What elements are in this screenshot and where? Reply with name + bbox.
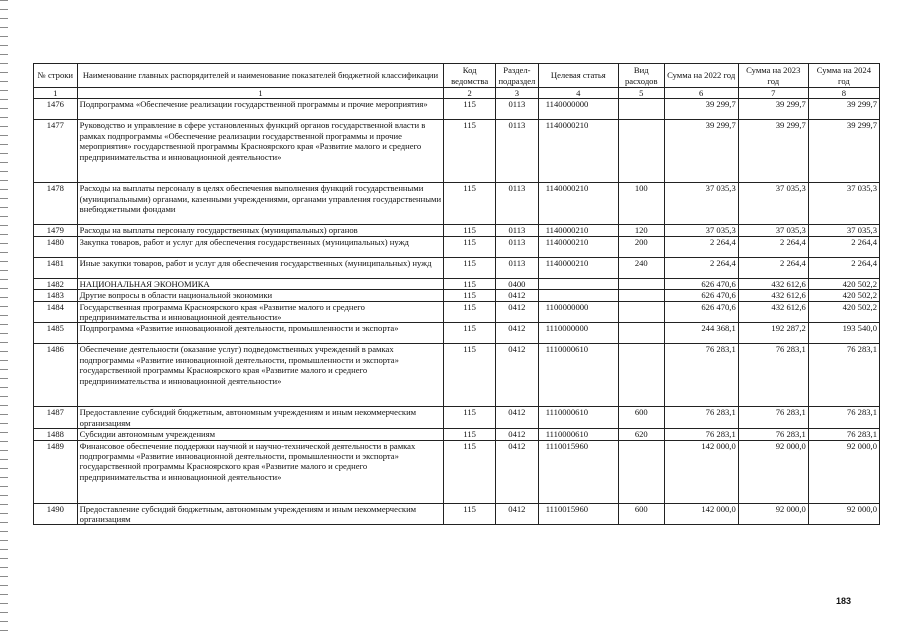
table-row bbox=[34, 301, 880, 323]
row-name: Предоставление субсидий бюджетным, автономным учреждениям и иным некоммерческим организациям bbox=[77, 503, 444, 525]
row-sum-2022: 37 035,3 bbox=[664, 225, 738, 236]
row-target: 1140000210 bbox=[538, 120, 618, 183]
row-dept-code: 115 bbox=[444, 503, 496, 525]
row-sum-2023: 432 612,6 bbox=[738, 278, 808, 289]
row-expense-type: 600 bbox=[618, 503, 664, 525]
row-sum-2022: 142 000,0 bbox=[664, 503, 738, 525]
table-row bbox=[34, 503, 880, 525]
row-dept-code: 115 bbox=[444, 429, 496, 440]
table-header-row bbox=[34, 64, 880, 88]
row-section: 0113 bbox=[496, 99, 539, 120]
table-row bbox=[34, 225, 880, 236]
header-target: Целевая статья bbox=[538, 64, 618, 88]
row-name: Подпрограмма «Развитие инновационной деятельности, промышленности и экспорта» bbox=[77, 323, 444, 344]
row-number: 1488 bbox=[34, 429, 78, 440]
row-number: 1489 bbox=[34, 440, 78, 503]
row-number: 1487 bbox=[34, 407, 78, 429]
row-expense-type bbox=[618, 120, 664, 183]
row-dept-code: 115 bbox=[444, 301, 496, 323]
row-number: 1483 bbox=[34, 290, 78, 301]
column-number: 1 bbox=[77, 88, 444, 99]
row-section: 0400 bbox=[496, 278, 539, 289]
row-name: Расходы на выплаты персоналу в целях обеспечения выполнения функций государственными (муниципальными) органами, казенными учреждениями, органами управления государственными внебюджетными фондами bbox=[77, 183, 444, 225]
row-expense-type: 620 bbox=[618, 429, 664, 440]
row-number: 1477 bbox=[34, 120, 78, 183]
header-name: Наименование главных распорядителей и наименование показателей бюджетной классификации bbox=[77, 64, 444, 88]
row-section: 0412 bbox=[496, 407, 539, 429]
table-row bbox=[34, 257, 880, 278]
table-row bbox=[34, 429, 880, 440]
row-name: Финансовое обеспечение поддержки научной и научно-технической деятельности в рамках подпрограммы «Развитие инновационной деятельности, промышленности и экспорта» государственной программы Красноярского края «Развитие малого и среднего предпринимательства и инновационной деятельности» bbox=[77, 440, 444, 503]
row-sum-2022: 39 299,7 bbox=[664, 99, 738, 120]
budget-table bbox=[33, 63, 880, 525]
column-number: 2 bbox=[444, 88, 496, 99]
row-sum-2022: 76 283,1 bbox=[664, 344, 738, 407]
row-sum-2023: 92 000,0 bbox=[738, 503, 808, 525]
header-sum-2023: Сумма на 2023 год bbox=[738, 64, 808, 88]
row-section: 0412 bbox=[496, 429, 539, 440]
table-row bbox=[34, 344, 880, 407]
row-dept-code: 115 bbox=[444, 99, 496, 120]
row-sum-2023: 37 035,3 bbox=[738, 183, 808, 225]
row-section: 0412 bbox=[496, 440, 539, 503]
row-number: 1479 bbox=[34, 225, 78, 236]
row-sum-2024: 76 283,1 bbox=[808, 429, 879, 440]
row-number: 1486 bbox=[34, 344, 78, 407]
row-target: 1100000000 bbox=[538, 301, 618, 323]
row-number: 1480 bbox=[34, 236, 78, 257]
row-sum-2022: 626 470,6 bbox=[664, 290, 738, 301]
header-sum-2024: Сумма на 2024 год bbox=[808, 64, 879, 88]
row-dept-code: 115 bbox=[444, 225, 496, 236]
row-sum-2023: 432 612,6 bbox=[738, 301, 808, 323]
column-number: 7 bbox=[738, 88, 808, 99]
table-row bbox=[34, 236, 880, 257]
row-sum-2023: 39 299,7 bbox=[738, 120, 808, 183]
row-sum-2023: 39 299,7 bbox=[738, 99, 808, 120]
row-sum-2023: 76 283,1 bbox=[738, 407, 808, 429]
row-number: 1478 bbox=[34, 183, 78, 225]
header-row-no: № строки bbox=[34, 64, 78, 88]
row-sum-2024: 420 502,2 bbox=[808, 301, 879, 323]
table-row bbox=[34, 323, 880, 344]
row-name: НАЦИОНАЛЬНАЯ ЭКОНОМИКА bbox=[77, 278, 444, 289]
row-dept-code: 115 bbox=[444, 236, 496, 257]
row-sum-2023: 76 283,1 bbox=[738, 344, 808, 407]
row-sum-2024: 420 502,2 bbox=[808, 290, 879, 301]
row-target: 1110000610 bbox=[538, 407, 618, 429]
row-name: Расходы на выплаты персоналу государственных (муниципальных) органов bbox=[77, 225, 444, 236]
row-expense-type bbox=[618, 278, 664, 289]
row-number: 1481 bbox=[34, 257, 78, 278]
row-expense-type bbox=[618, 290, 664, 301]
row-sum-2023: 432 612,6 bbox=[738, 290, 808, 301]
row-target: 1140000210 bbox=[538, 183, 618, 225]
row-name: Руководство и управление в сфере установленных функций органов государственной власти в рамках подпрограммы «Обеспечение реализации государственной программы и прочие мероприятия» государственной программы Красноярского края «Развитие малого и среднего предпринимательства и инновационной деятельности» bbox=[77, 120, 444, 183]
row-sum-2022: 626 470,6 bbox=[664, 301, 738, 323]
row-sum-2023: 76 283,1 bbox=[738, 429, 808, 440]
row-expense-type: 240 bbox=[618, 257, 664, 278]
table-row bbox=[34, 278, 880, 289]
row-expense-type: 120 bbox=[618, 225, 664, 236]
row-sum-2022: 626 470,6 bbox=[664, 278, 738, 289]
row-dept-code: 115 bbox=[444, 407, 496, 429]
row-sum-2024: 2 264,4 bbox=[808, 257, 879, 278]
table-row bbox=[34, 407, 880, 429]
row-dept-code: 115 bbox=[444, 323, 496, 344]
row-sum-2022: 76 283,1 bbox=[664, 407, 738, 429]
row-sum-2022: 39 299,7 bbox=[664, 120, 738, 183]
row-sum-2023: 2 264,4 bbox=[738, 257, 808, 278]
row-name: Закупка товаров, работ и услуг для обеспечения государственных (муниципальных) нужд bbox=[77, 236, 444, 257]
row-number: 1490 bbox=[34, 503, 78, 525]
row-number: 1485 bbox=[34, 323, 78, 344]
row-dept-code: 115 bbox=[444, 290, 496, 301]
header-section: Раздел-подраздел bbox=[496, 64, 539, 88]
row-sum-2024: 76 283,1 bbox=[808, 344, 879, 407]
row-expense-type bbox=[618, 301, 664, 323]
row-target: 1140000210 bbox=[538, 225, 618, 236]
row-dept-code: 115 bbox=[444, 344, 496, 407]
row-name: Обеспечение деятельности (оказание услуг) подведомственных учреждений в рамках подпрограммы «Развитие инновационной деятельности, промышленности и экспорта» государственной программы Красноярского края «Развитие малого и среднего предпринимательства и инновационной деятельности» bbox=[77, 344, 444, 407]
row-sum-2022: 2 264,4 bbox=[664, 257, 738, 278]
row-section: 0113 bbox=[496, 236, 539, 257]
row-dept-code: 115 bbox=[444, 257, 496, 278]
row-target: 1110015960 bbox=[538, 440, 618, 503]
header-expense-type: Вид расходов bbox=[618, 64, 664, 88]
row-name: Субсидии автономным учреждениям bbox=[77, 429, 444, 440]
row-expense-type: 200 bbox=[618, 236, 664, 257]
row-section: 0113 bbox=[496, 183, 539, 225]
row-sum-2024: 2 264,4 bbox=[808, 236, 879, 257]
row-sum-2022: 76 283,1 bbox=[664, 429, 738, 440]
row-sum-2024: 37 035,3 bbox=[808, 183, 879, 225]
row-target: 1110015960 bbox=[538, 503, 618, 525]
table-row bbox=[34, 120, 880, 183]
row-sum-2024: 39 299,7 bbox=[808, 120, 879, 183]
column-number: 8 bbox=[808, 88, 879, 99]
column-number: 6 bbox=[664, 88, 738, 99]
row-dept-code: 115 bbox=[444, 440, 496, 503]
row-name: Государственная программа Красноярского края «Развитие малого и среднего предпринимательства и инновационной деятельности» bbox=[77, 301, 444, 323]
row-section: 0412 bbox=[496, 344, 539, 407]
row-sum-2024: 420 502,2 bbox=[808, 278, 879, 289]
row-name: Предоставление субсидий бюджетным, автономным учреждениям и иным некоммерческим организациям bbox=[77, 407, 444, 429]
table-row bbox=[34, 99, 880, 120]
row-sum-2023: 2 264,4 bbox=[738, 236, 808, 257]
column-number: 1 bbox=[34, 88, 78, 99]
row-sum-2024: 39 299,7 bbox=[808, 99, 879, 120]
row-expense-type bbox=[618, 440, 664, 503]
page-number: 183 bbox=[836, 596, 852, 606]
row-name: Подпрограмма «Обеспечение реализации государственной программы и прочие мероприятия» bbox=[77, 99, 444, 120]
row-target bbox=[538, 278, 618, 289]
row-expense-type: 600 bbox=[618, 407, 664, 429]
row-target: 1140000210 bbox=[538, 257, 618, 278]
row-expense-type bbox=[618, 323, 664, 344]
row-section: 0412 bbox=[496, 290, 539, 301]
row-number: 1482 bbox=[34, 278, 78, 289]
row-sum-2023: 37 035,3 bbox=[738, 225, 808, 236]
row-section: 0412 bbox=[496, 503, 539, 525]
table-row bbox=[34, 290, 880, 301]
column-number: 4 bbox=[538, 88, 618, 99]
row-expense-type: 100 bbox=[618, 183, 664, 225]
row-sum-2022: 142 000,0 bbox=[664, 440, 738, 503]
row-dept-code: 115 bbox=[444, 120, 496, 183]
table-row bbox=[34, 183, 880, 225]
row-name: Иные закупки товаров, работ и услуг для обеспечения государственных (муниципальных) нужд bbox=[77, 257, 444, 278]
row-target bbox=[538, 290, 618, 301]
row-sum-2023: 92 000,0 bbox=[738, 440, 808, 503]
row-target: 1140000210 bbox=[538, 236, 618, 257]
column-number: 5 bbox=[618, 88, 664, 99]
row-sum-2024: 92 000,0 bbox=[808, 503, 879, 525]
row-sum-2022: 37 035,3 bbox=[664, 183, 738, 225]
header-dept-code: Код ведомства bbox=[444, 64, 496, 88]
row-section: 0412 bbox=[496, 323, 539, 344]
row-target: 1110000000 bbox=[538, 323, 618, 344]
row-sum-2024: 76 283,1 bbox=[808, 407, 879, 429]
scan-binding-strip bbox=[0, 0, 8, 635]
row-number: 1484 bbox=[34, 301, 78, 323]
row-section: 0412 bbox=[496, 301, 539, 323]
row-name: Другие вопросы в области национальной экономики bbox=[77, 290, 444, 301]
row-target: 1110000610 bbox=[538, 344, 618, 407]
row-dept-code: 115 bbox=[444, 278, 496, 289]
column-number-row bbox=[34, 88, 880, 99]
row-section: 0113 bbox=[496, 120, 539, 183]
row-sum-2022: 2 264,4 bbox=[664, 236, 738, 257]
row-sum-2022: 244 368,1 bbox=[664, 323, 738, 344]
row-dept-code: 115 bbox=[444, 183, 496, 225]
row-number: 1476 bbox=[34, 99, 78, 120]
row-sum-2024: 37 035,3 bbox=[808, 225, 879, 236]
row-sum-2024: 193 540,0 bbox=[808, 323, 879, 344]
row-section: 0113 bbox=[496, 225, 539, 236]
header-sum-2022: Сумма на 2022 год bbox=[664, 64, 738, 88]
row-section: 0113 bbox=[496, 257, 539, 278]
row-expense-type bbox=[618, 99, 664, 120]
column-number: 3 bbox=[496, 88, 539, 99]
row-sum-2023: 192 287,2 bbox=[738, 323, 808, 344]
row-expense-type bbox=[618, 344, 664, 407]
table-row bbox=[34, 440, 880, 503]
row-target: 1140000000 bbox=[538, 99, 618, 120]
row-sum-2024: 92 000,0 bbox=[808, 440, 879, 503]
row-target: 1110000610 bbox=[538, 429, 618, 440]
